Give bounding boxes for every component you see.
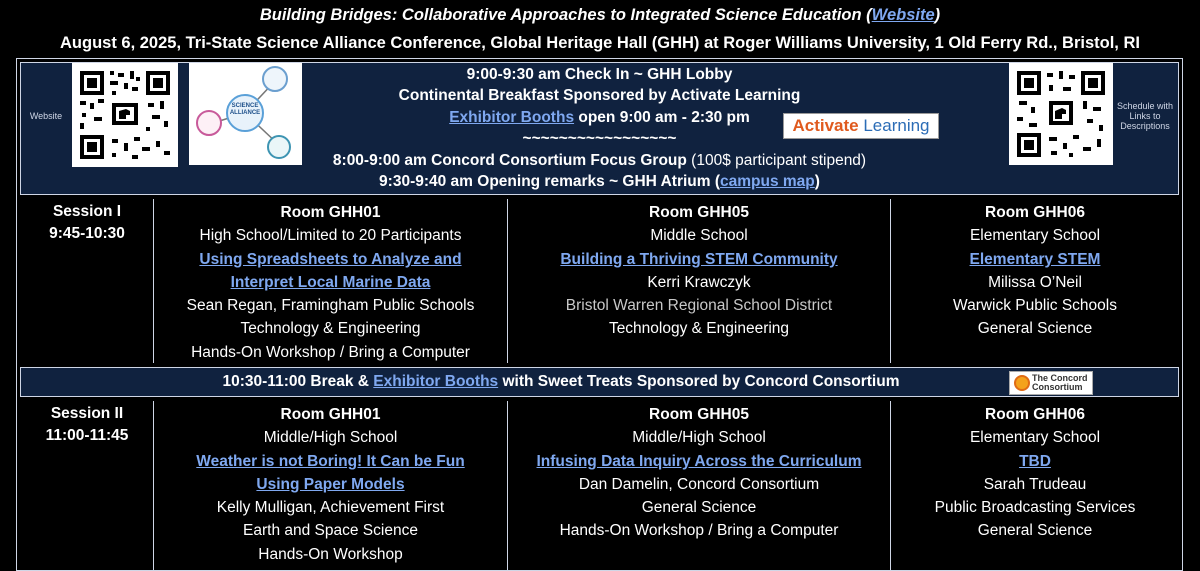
focus-group-line xyxy=(21,152,1178,170)
subject: General Science xyxy=(977,320,1093,338)
concord-logo-line2: Consortium xyxy=(1032,382,1083,392)
presenter: Sarah Trudeau xyxy=(983,475,1087,493)
page-subtitle: August 6, 2025, Tri-State Science Alliance Conference, Global Heritage Hall (GHH) at Roger Williams University, 1 Old Ferry Rd., Bristol, RI xyxy=(60,34,1140,52)
break-band xyxy=(20,367,1179,397)
room-name: Room GHH05 xyxy=(649,204,749,221)
affiliation: Public Broadcasting Services xyxy=(934,499,1136,517)
session-title-link[interactable]: Infusing Data Inquiry Across the Curriculum xyxy=(536,452,862,470)
focus-group-time: 8:00-9:00 am Concord Consortium Focus Group xyxy=(332,152,687,169)
break-text: 10:30-11:00 Break & xyxy=(222,373,374,390)
room-name: Room GHH01 xyxy=(280,406,381,423)
grade-level: Elementary School xyxy=(969,429,1101,447)
checkin-line: 9:00-9:30 am Check In ~ GHH Lobby xyxy=(466,66,733,83)
session-label xyxy=(20,403,154,447)
science-alliance-logo-text: SCIENCE ALLIANCE xyxy=(229,103,261,116)
break-sponsor-text: with Sweet Treats Sponsored by Concord Consortium xyxy=(498,373,900,390)
exhibitor-hours-line xyxy=(21,109,1178,127)
room-name: Room GHH01 xyxy=(280,204,381,221)
affiliation: Warwick Public Schools xyxy=(953,297,1117,315)
session-title-link[interactable]: TBD xyxy=(1019,452,1051,470)
campus-map-link[interactable]: campus map xyxy=(720,173,815,190)
morning-info-band xyxy=(20,62,1179,195)
presenter: Kerri Krawczyk xyxy=(647,273,751,291)
room-cell xyxy=(508,201,890,341)
session-title-link[interactable]: Weather is not Boring! It Can be Fun xyxy=(196,452,465,470)
exhibitor-hours-text: open 9:00 am - 2:30 pm xyxy=(574,109,750,126)
format: Hands-On Workshop / Bring a Computer xyxy=(191,343,470,361)
title-text: Building Bridges: Collaborative Approaches to Integrated Science Education ( xyxy=(259,6,872,24)
title-suffix: ) xyxy=(934,6,941,24)
concord-logo-line1: The Concord xyxy=(1032,373,1088,383)
affiliation: Bristol Warren Regional School District xyxy=(565,297,833,315)
session-label xyxy=(20,201,154,245)
sun-icon xyxy=(1014,375,1030,391)
subject: Earth and Space Science xyxy=(243,522,418,540)
format: Hands-On Workshop / Bring a Computer xyxy=(559,522,839,540)
grade-level: Middle/High School xyxy=(632,429,766,447)
learning-logo-word: Learning xyxy=(863,116,930,135)
opening-remarks-suffix: ) xyxy=(814,173,820,190)
session-time: 11:00-11:45 xyxy=(45,427,129,444)
concord-consortium-logo xyxy=(1009,371,1093,395)
website-link[interactable]: Website xyxy=(871,6,935,24)
exhibitor-booths-link[interactable]: Exhibitor Booths xyxy=(373,373,499,390)
page-title xyxy=(0,6,1200,25)
opening-remarks-line xyxy=(21,173,1178,191)
activate-logo-word: Activate xyxy=(792,116,859,135)
opening-remarks-text: 9:30-9:40 am Opening remarks ~ GHH Atrium ( xyxy=(379,173,721,190)
format: Hands-On Workshop xyxy=(258,545,403,563)
session-title-link[interactable]: Building a Thriving STEM Community xyxy=(560,250,838,268)
exhibitor-booths-link[interactable]: Exhibitor Booths xyxy=(449,109,575,126)
subject: Technology & Engineering xyxy=(608,320,790,338)
presenter: Milissa O’Neil xyxy=(988,273,1082,291)
room-cell xyxy=(891,201,1179,341)
subject: Technology & Engineering xyxy=(240,320,421,338)
grade-level: Middle/High School xyxy=(263,429,398,447)
session-title-link[interactable]: Interpret Local Marine Data xyxy=(230,273,431,291)
presenter: Sean Regan, Framingham Public Schools xyxy=(186,297,475,315)
website-qr-label: Website xyxy=(29,111,63,121)
room-cell xyxy=(154,201,507,364)
room-cell xyxy=(154,403,507,566)
session-row xyxy=(20,199,1179,363)
schedule-table xyxy=(16,58,1183,571)
tilde-divider: ~~~~~~~~~~~~~~~~~ xyxy=(522,130,677,147)
grade-level: High School/Limited to 20 Participants xyxy=(199,227,462,245)
grade-level: Elementary School xyxy=(969,227,1101,245)
subject: General Science xyxy=(977,522,1093,540)
session-time: 9:45-10:30 xyxy=(49,225,125,242)
focus-group-stipend: (100$ participant stipend) xyxy=(686,152,867,169)
subject: General Science xyxy=(641,499,757,517)
session-title-link[interactable]: Using Paper Models xyxy=(256,475,405,493)
room-name: Room GHH06 xyxy=(985,406,1085,423)
breakfast-line: Continental Breakfast Sponsored by Activate Learning xyxy=(398,87,801,104)
schedule-qr-label: Schedule with Links to Descriptions xyxy=(1116,101,1174,131)
session-name: Session II xyxy=(50,405,124,422)
presenter: Kelly Mulligan, Achievement First xyxy=(216,499,445,517)
grade-level: Middle School xyxy=(650,227,748,245)
room-cell xyxy=(508,403,890,543)
room-name: Room GHH06 xyxy=(985,204,1085,221)
room-name: Room GHH05 xyxy=(649,406,749,423)
session-name: Session I xyxy=(52,203,122,220)
session-title-link[interactable]: Elementary STEM xyxy=(969,250,1101,268)
room-cell xyxy=(891,403,1179,543)
presenter: Dan Damelin, Concord Consortium xyxy=(578,475,820,493)
session-title-link[interactable]: Using Spreadsheets to Analyze and xyxy=(199,250,462,268)
session-row xyxy=(20,401,1179,571)
break-line xyxy=(61,373,1061,391)
